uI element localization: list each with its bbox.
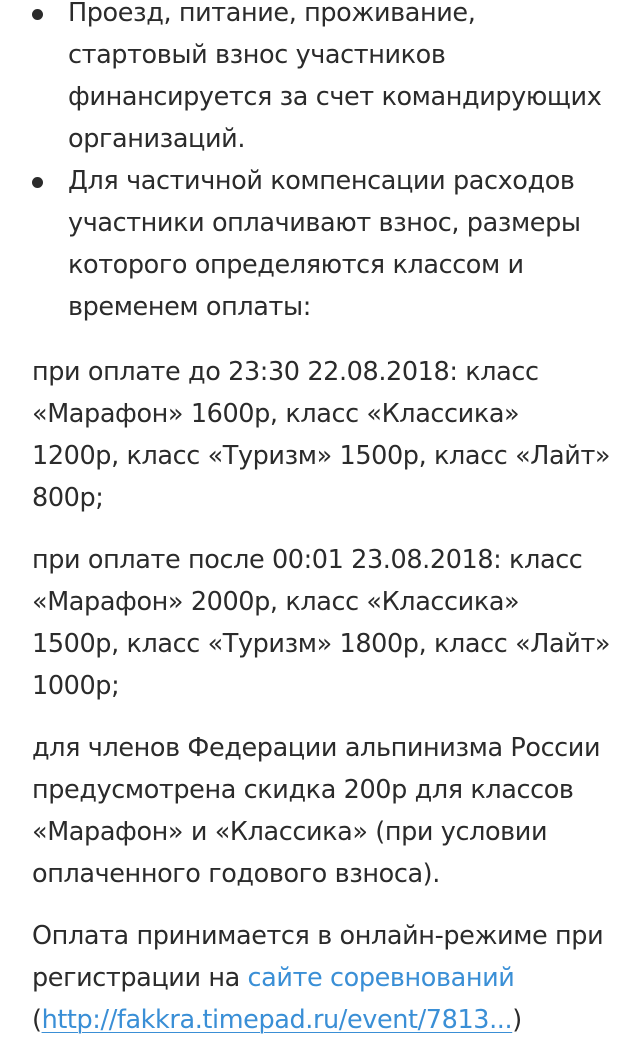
- late-payment-paragraph: при оплате после 00:01 23.08.2018: класс «Марафон» 2000р, класс «Классика» 1500р, класс «Туризм» 1800р, класс «Лайт» 1000р;: [32, 545, 611, 701]
- timepad-url-link[interactable]: http://fakkra.timepad.ru/event/7813...: [41, 1005, 513, 1035]
- payment-paragraph: [32, 895, 612, 1041]
- article-body: [32, 0, 612, 1041]
- payment-text: Оплата принимается в онлайн-режиме при регистрации на: [32, 921, 604, 993]
- bullet-list: [32, 0, 612, 328]
- bullet-dot-icon: [32, 9, 43, 20]
- bullet-item: [32, 160, 612, 328]
- bullet-text: Для частичной компенсации расходов участники оплачивают взнос, размеры которого определяются классом и временем оплаты:: [68, 166, 581, 322]
- bullet-item: [32, 0, 612, 160]
- close-paren: ): [512, 1005, 522, 1035]
- open-paren: (: [32, 1005, 42, 1035]
- bullet-text: Проезд, питание, проживание, стартовый взнос участников финансируется за счет командирующих организаций.: [68, 0, 602, 154]
- discount-paragraph: для членов Федерации альпинизма России предусмотрена скидка 200р для классов «Марафон» и «Классика» (при условии оплаченного годового взноса).: [32, 733, 601, 889]
- early-payment-paragraph: при оплате до 23:30 22.08.2018: класс «Марафон» 1600р, класс «Классика» 1200р, класс «Туризм» 1500р, класс «Лайт» 800р;: [32, 357, 611, 513]
- bullet-dot-icon: [32, 177, 43, 188]
- competition-site-link[interactable]: сайте соревнований: [247, 963, 515, 993]
